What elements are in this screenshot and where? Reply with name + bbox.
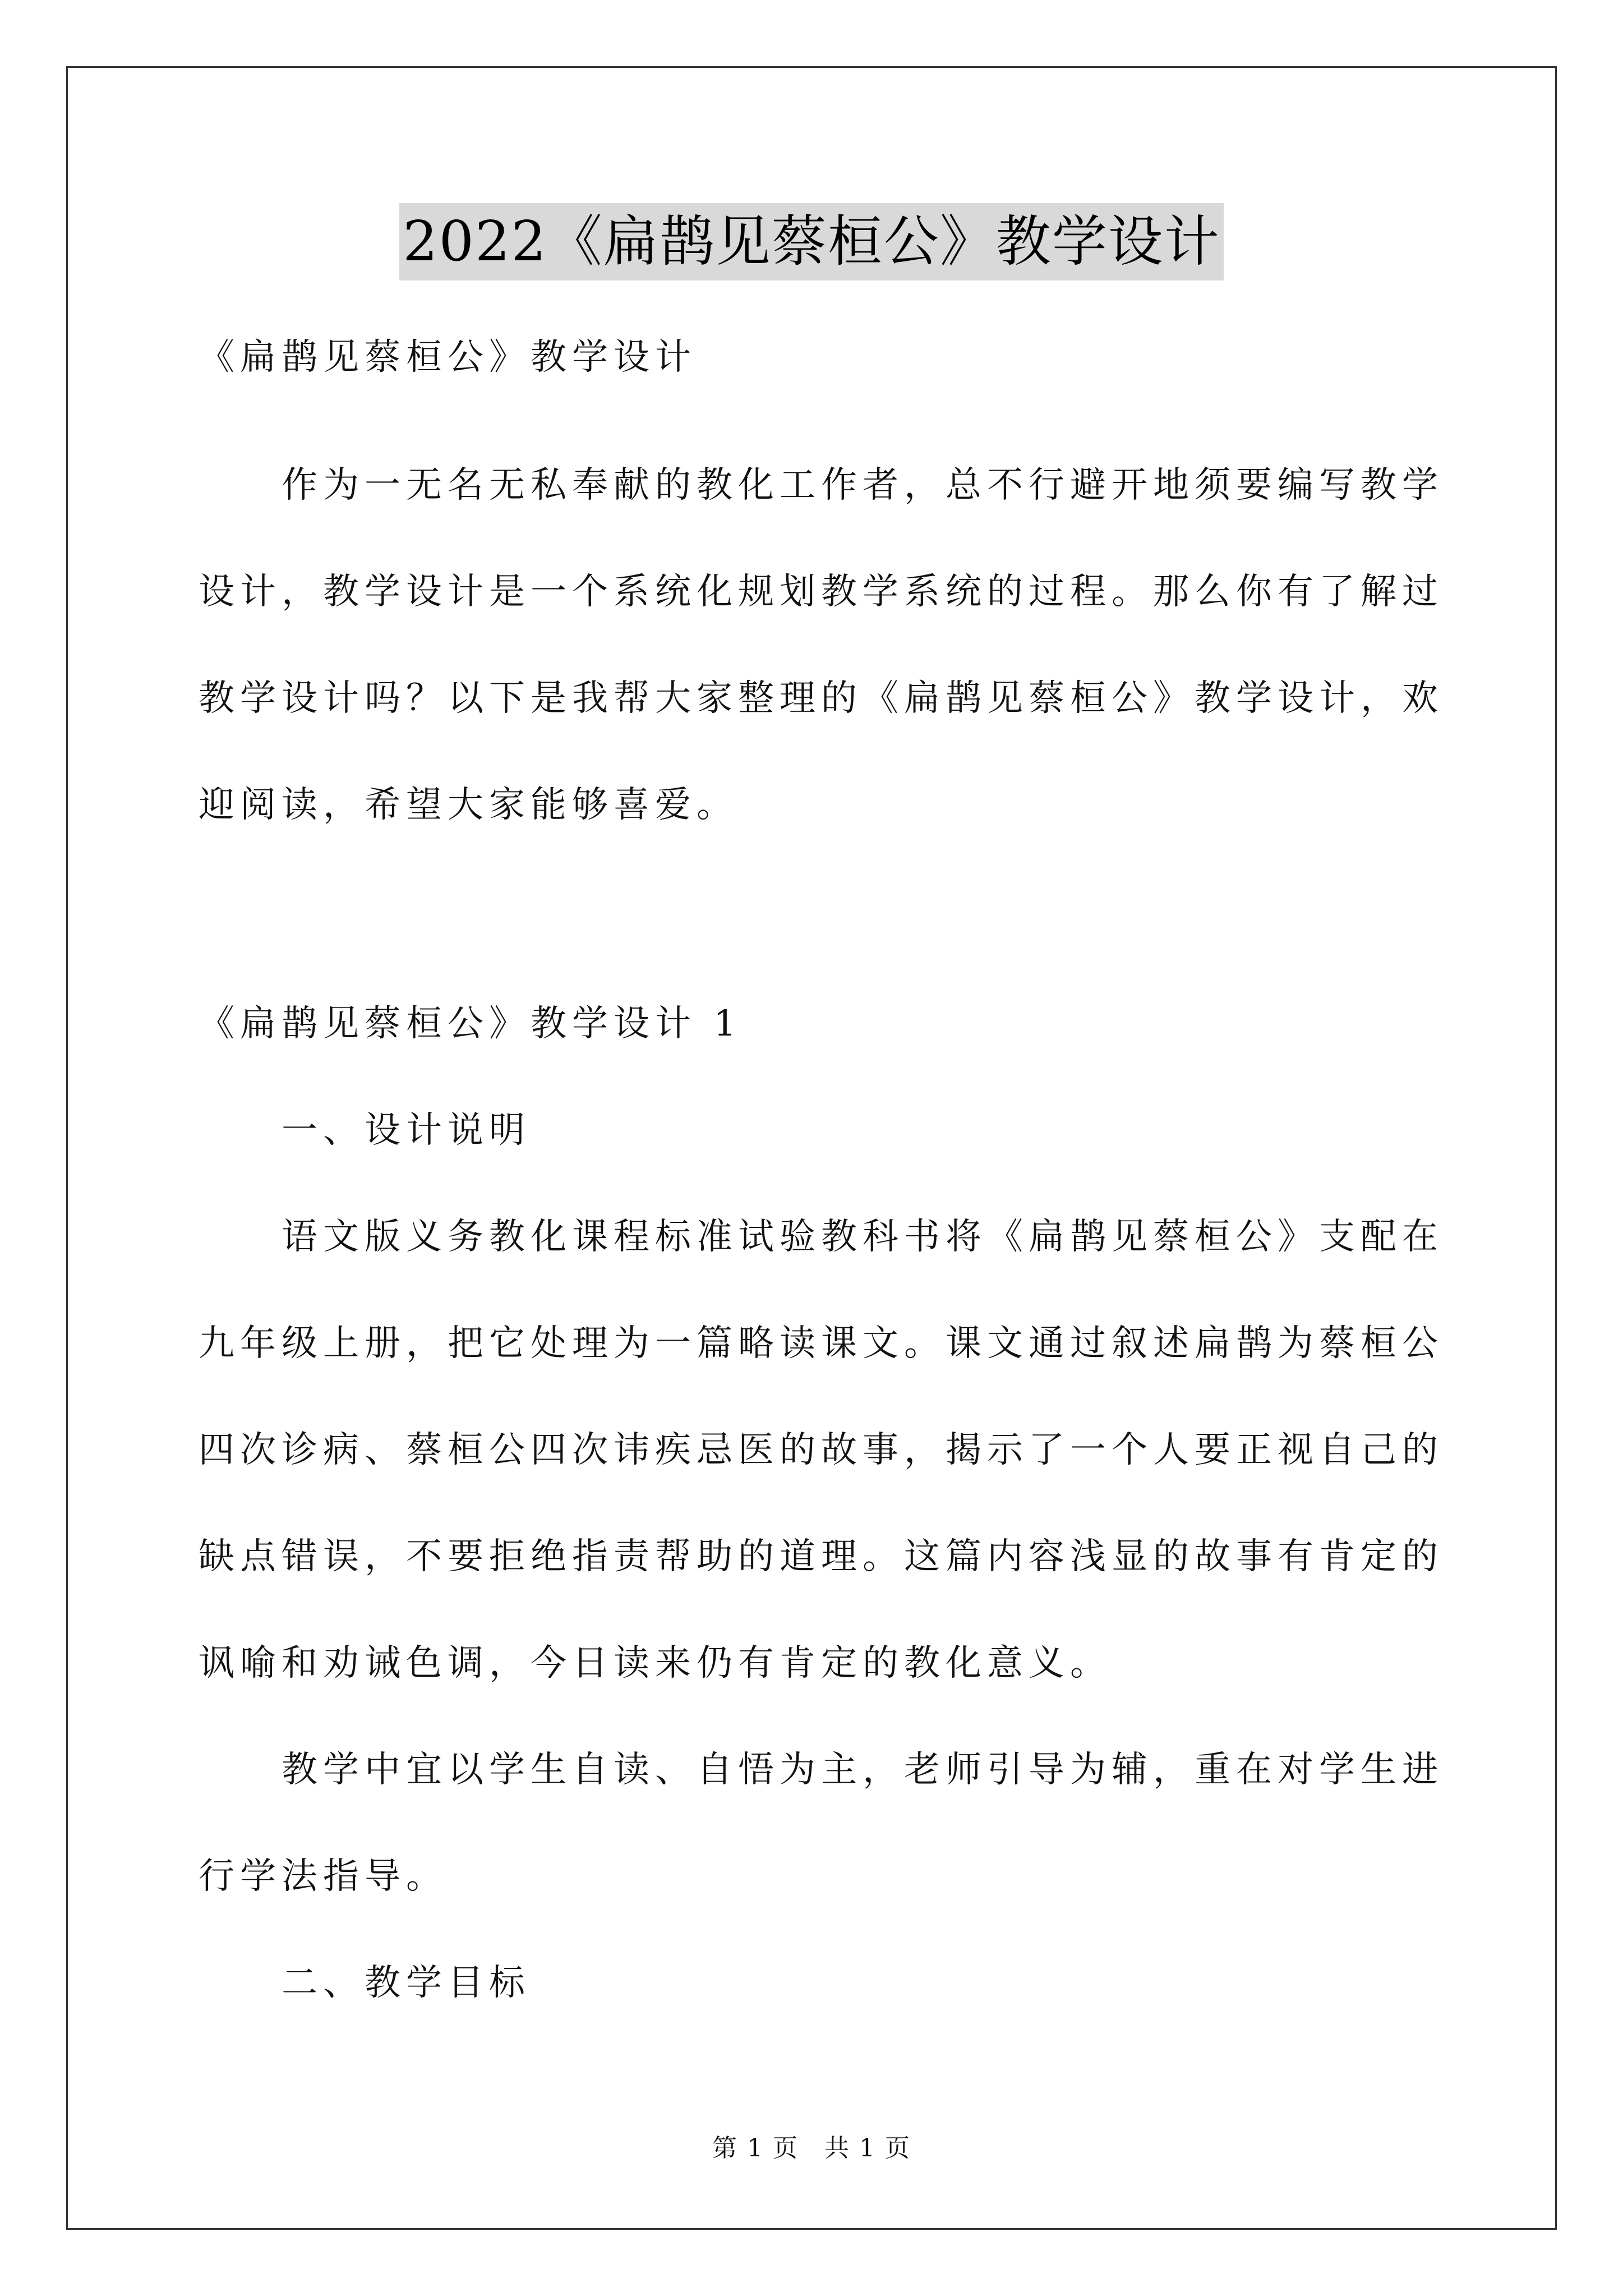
intro-paragraph-line-4: 迎阅读，希望大家能够喜爱。 [199, 784, 738, 826]
design-paragraph-line-2: 九年级上册，把它处理为一篇略读课文。课文通过叙述扁鹊为蔡桓公 [199, 1323, 1444, 1364]
design-paragraph-line-3: 四次诊病、蔡桓公四次讳疾忌医的故事，揭示了一个人要正视自己的 [199, 1429, 1444, 1471]
design-paragraph-line-4: 缺点错误，不要拒绝指责帮助的道理。这篇内容浅显的故事有肯定的 [199, 1536, 1444, 1577]
intro-paragraph-line-3: 教学设计吗？以下是我帮大家整理的《扁鹊见蔡桓公》教学设计，欢 [199, 678, 1444, 719]
intro-paragraph-line-1: 作为一无名无私奉献的教化工作者，总不行避开地须要编写教学 [282, 464, 1444, 506]
section-heading: 《扁鹊见蔡桓公》教学设计 1 [199, 1003, 743, 1045]
subheading-teaching-goals: 二、教学目标 [282, 1962, 531, 2004]
teaching-paragraph-line-1: 教学中宜以学生自读、自悟为主，老师引导为辅，重在对学生进 [282, 1749, 1444, 1791]
design-paragraph-line-1: 语文版义务教化课程标准试验教科书将《扁鹊见蔡桓公》支配在 [282, 1216, 1444, 1258]
design-paragraph-line-5: 讽喻和劝诫色调，今日读来仍有肯定的教化意义。 [199, 1642, 1112, 1684]
document-title: 2022《扁鹊见蔡桓公》教学设计 [399, 203, 1223, 280]
intro-paragraph-line-2: 设计，教学设计是一个系统化规划教学系统的过程。那么你有了解过 [199, 571, 1444, 613]
subheading-design-notes: 一、设计说明 [282, 1110, 531, 1151]
teaching-paragraph-line-2: 行学法指导。 [199, 1856, 448, 1897]
subtitle-line: 《扁鹊见蔡桓公》教学设计 [199, 337, 697, 378]
page-footer: 第 1 页 共 1 页 [712, 2134, 911, 2162]
title-container [0, 203, 1623, 280]
